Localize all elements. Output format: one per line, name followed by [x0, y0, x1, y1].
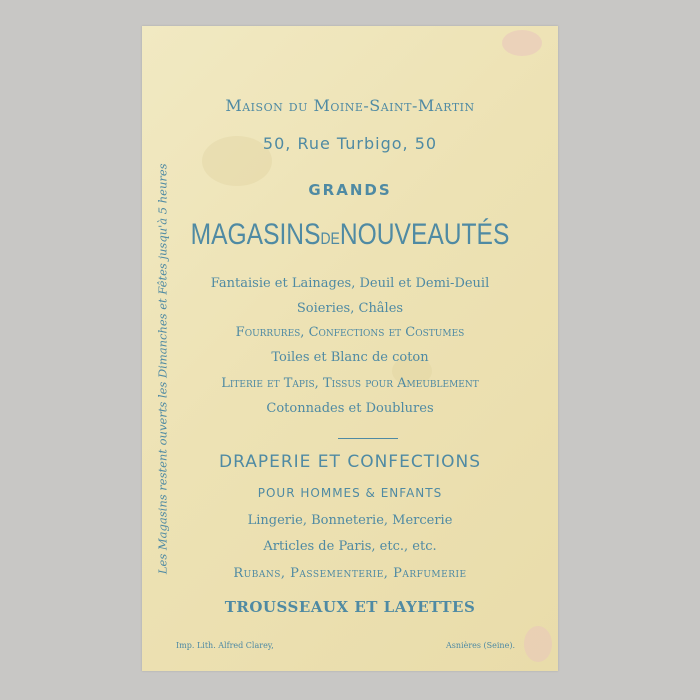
section-item: Lingerie, Bonneterie, Mercerie [247, 513, 453, 528]
goods-line: Toiles et Blanc de coton [271, 350, 429, 365]
trousseaux-line: TROUSSEAUX ET LAYETTES [224, 598, 476, 616]
goods-line: Fourrures, Confections et Costumes [235, 325, 465, 340]
paper-stain [524, 626, 552, 662]
street-address: 50, Rue Turbigo, 50 [262, 134, 438, 153]
section-subtitle: POUR HOMMES & ENFANTS [257, 486, 443, 500]
printer-location: Asnières (Seine). [446, 641, 515, 650]
store-title-de: DE [320, 229, 340, 248]
goods-line: Soieries, Châles [296, 301, 404, 316]
section-title: DRAPERIE ET CONFECTIONS [219, 452, 481, 472]
trade-card [142, 26, 558, 671]
grands-heading: GRANDS [308, 181, 392, 199]
store-title-part-1: MAGASINS [190, 218, 321, 251]
store-title-part-2: NOUVEAUTÉS [339, 218, 510, 251]
printer-credit: Imp. Lith. Alfred Clarey, [176, 641, 274, 650]
goods-line: Cotonnades et Doublures [266, 401, 434, 416]
section-item: Rubans, Passementerie, Parfumerie [233, 566, 467, 581]
house-name: Maison du Moine-Saint-Martin [225, 96, 475, 115]
goods-line: Fantaisie et Lainages, Deuil et Demi-Deuil [210, 276, 490, 291]
store-title [179, 218, 520, 252]
paper-stain [502, 30, 542, 56]
section-item: Articles de Paris, etc., etc. [263, 539, 437, 554]
divider-rule [338, 438, 398, 439]
goods-line: Literie et Tapis, Tissus pour Ameublement [221, 376, 479, 391]
opening-hours-note: Les Magasins restent ouverts les Dimanches et Fêtes jusqu'à 5 heures [155, 163, 170, 575]
